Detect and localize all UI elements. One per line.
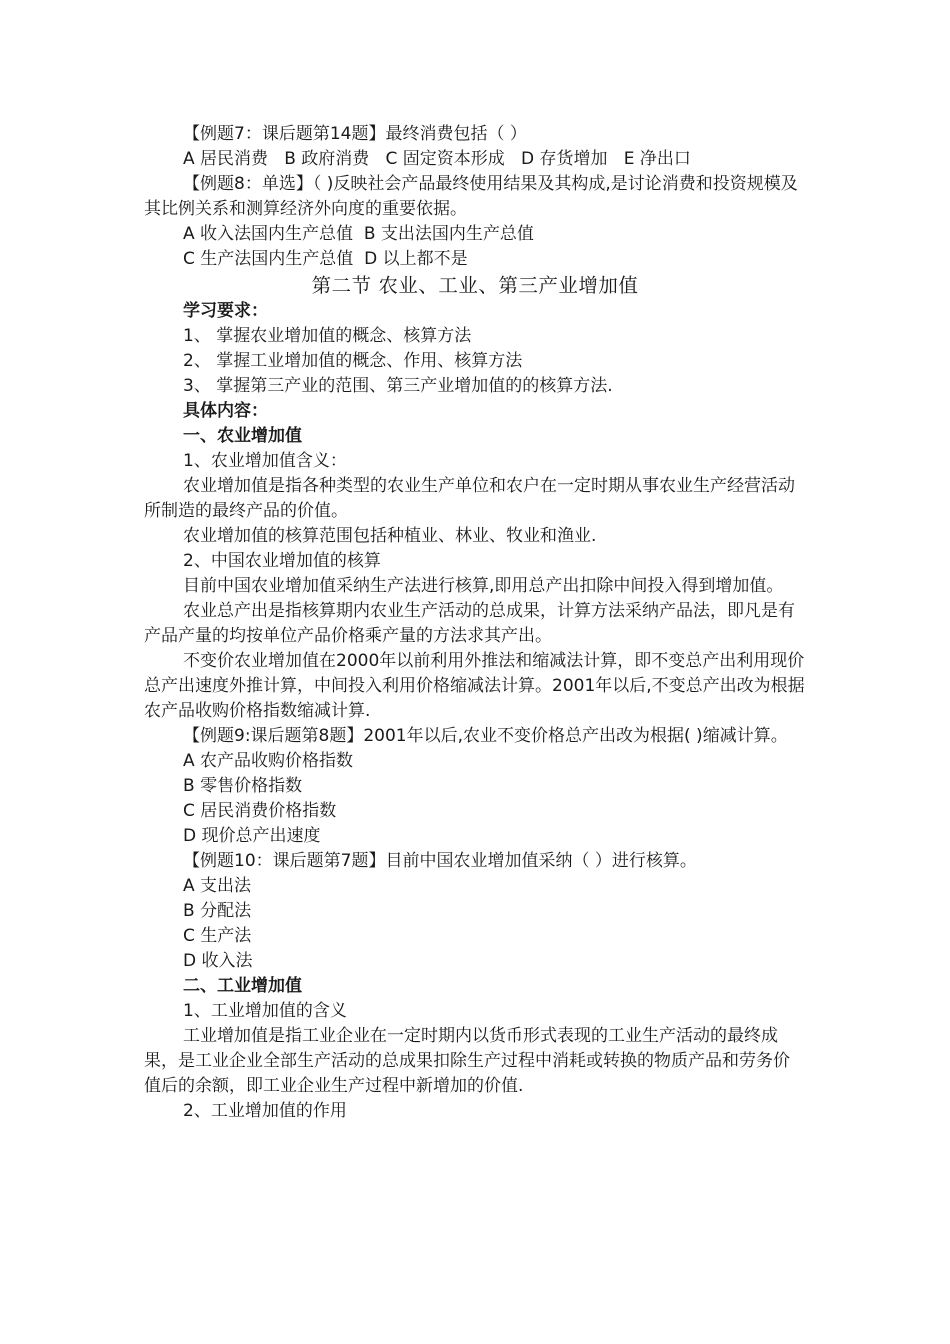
text-line: 农业增加值是指各种类型的农业生产单位和农户在一定时期从事农业生产经营活动所制造的最终产品的价值。 bbox=[144, 476, 795, 521]
text-line: 【例题10：课后题第7题】目前中国农业增加值采纳（ ）进行核算。 bbox=[183, 851, 697, 871]
text-line: 二、工业增加值 bbox=[183, 976, 302, 996]
section-heading: 第二节 农业、工业、第三产业增加值 bbox=[311, 274, 639, 297]
text-line: 2、工业增加值的作用 bbox=[183, 1101, 347, 1121]
text-line: 1、工业增加值的含义 bbox=[183, 1001, 347, 1021]
text-line: 农业增加值的核算范围包括种植业、林业、牧业和渔业. bbox=[183, 526, 597, 546]
text-line: 具体内容： bbox=[183, 401, 268, 421]
text-line: 1、农业增加值含义： bbox=[183, 451, 347, 471]
text-line: B 零售价格指数 bbox=[183, 776, 303, 796]
text-line: 3、 掌握第三产业的范围、第三产业增加值的的核算方法. bbox=[183, 376, 613, 396]
text-line: 目前中国农业增加值采纳生产法进行核算,即用总产出扣除中间投入得到增加值。 bbox=[183, 576, 784, 596]
text-line: C 居民消费价格指数 bbox=[183, 801, 337, 821]
text-line: 不变价农业增加值在2000年以前利用外推法和缩减法计算，即不变总产出利用现价总产出速度外推计算，中间投入利用价格缩减法计算。2001年以后,不变总产出改为根据农产品收购价格指数缩减计算. bbox=[144, 651, 805, 721]
text-line: D 现价总产出速度 bbox=[183, 826, 321, 846]
text-line: 【例题8：单选】（ )反映社会产品最终使用结果及其构成,是讨论消费和投资规模及其比例关系和测算经济外向度的重要依据。 bbox=[144, 174, 798, 219]
text-line: 一、农业增加值 bbox=[183, 426, 302, 446]
text-line: A 居民消费 B 政府消费 C 固定资本形成 D 存货增加 E 净出口 bbox=[183, 149, 691, 169]
text-line: D 收入法 bbox=[183, 951, 253, 971]
text-line: C 生产法 bbox=[183, 926, 252, 946]
text-line: 农业总产出是指核算期内农业生产活动的总成果，计算方法采纳产品法，即凡是有产品产量的均按单位产品价格乘产量的方法求其产出。 bbox=[144, 601, 795, 646]
text-line: 1、 掌握农业增加值的概念、核算方法 bbox=[183, 326, 472, 346]
text-line: A 收入法国内生产总值 B 支出法国内生产总值 bbox=[183, 224, 534, 244]
text-line: 学习要求： bbox=[183, 301, 268, 321]
document-body bbox=[144, 122, 806, 1124]
text-line: 【例题9:课后题第8题】2001年以后,农业不变价格总产出改为根据( )缩减计算。 bbox=[183, 726, 788, 746]
text-line: 工业增加值是指工业企业在一定时期内以货币形式表现的工业生产活动的最终成果，是工业企业全部生产活动的总成果扣除生产过程中消耗或转换的物质产品和劳务价值后的余额，即工业企业生产过程中新增加的价值. bbox=[144, 1026, 790, 1096]
text-line: A 农产品收购价格指数 bbox=[183, 751, 354, 771]
text-line: B 分配法 bbox=[183, 901, 252, 921]
text-line: 【例题7：课后题第14题】最终消费包括（ ） bbox=[183, 124, 527, 144]
text-line: A 支出法 bbox=[183, 876, 252, 896]
text-line: C 生产法国内生产总值 D 以上都不是 bbox=[183, 249, 468, 269]
text-line: 2、 掌握工业增加值的概念、作用、核算方法 bbox=[183, 351, 523, 371]
text-line: 2、中国农业增加值的核算 bbox=[183, 551, 381, 571]
